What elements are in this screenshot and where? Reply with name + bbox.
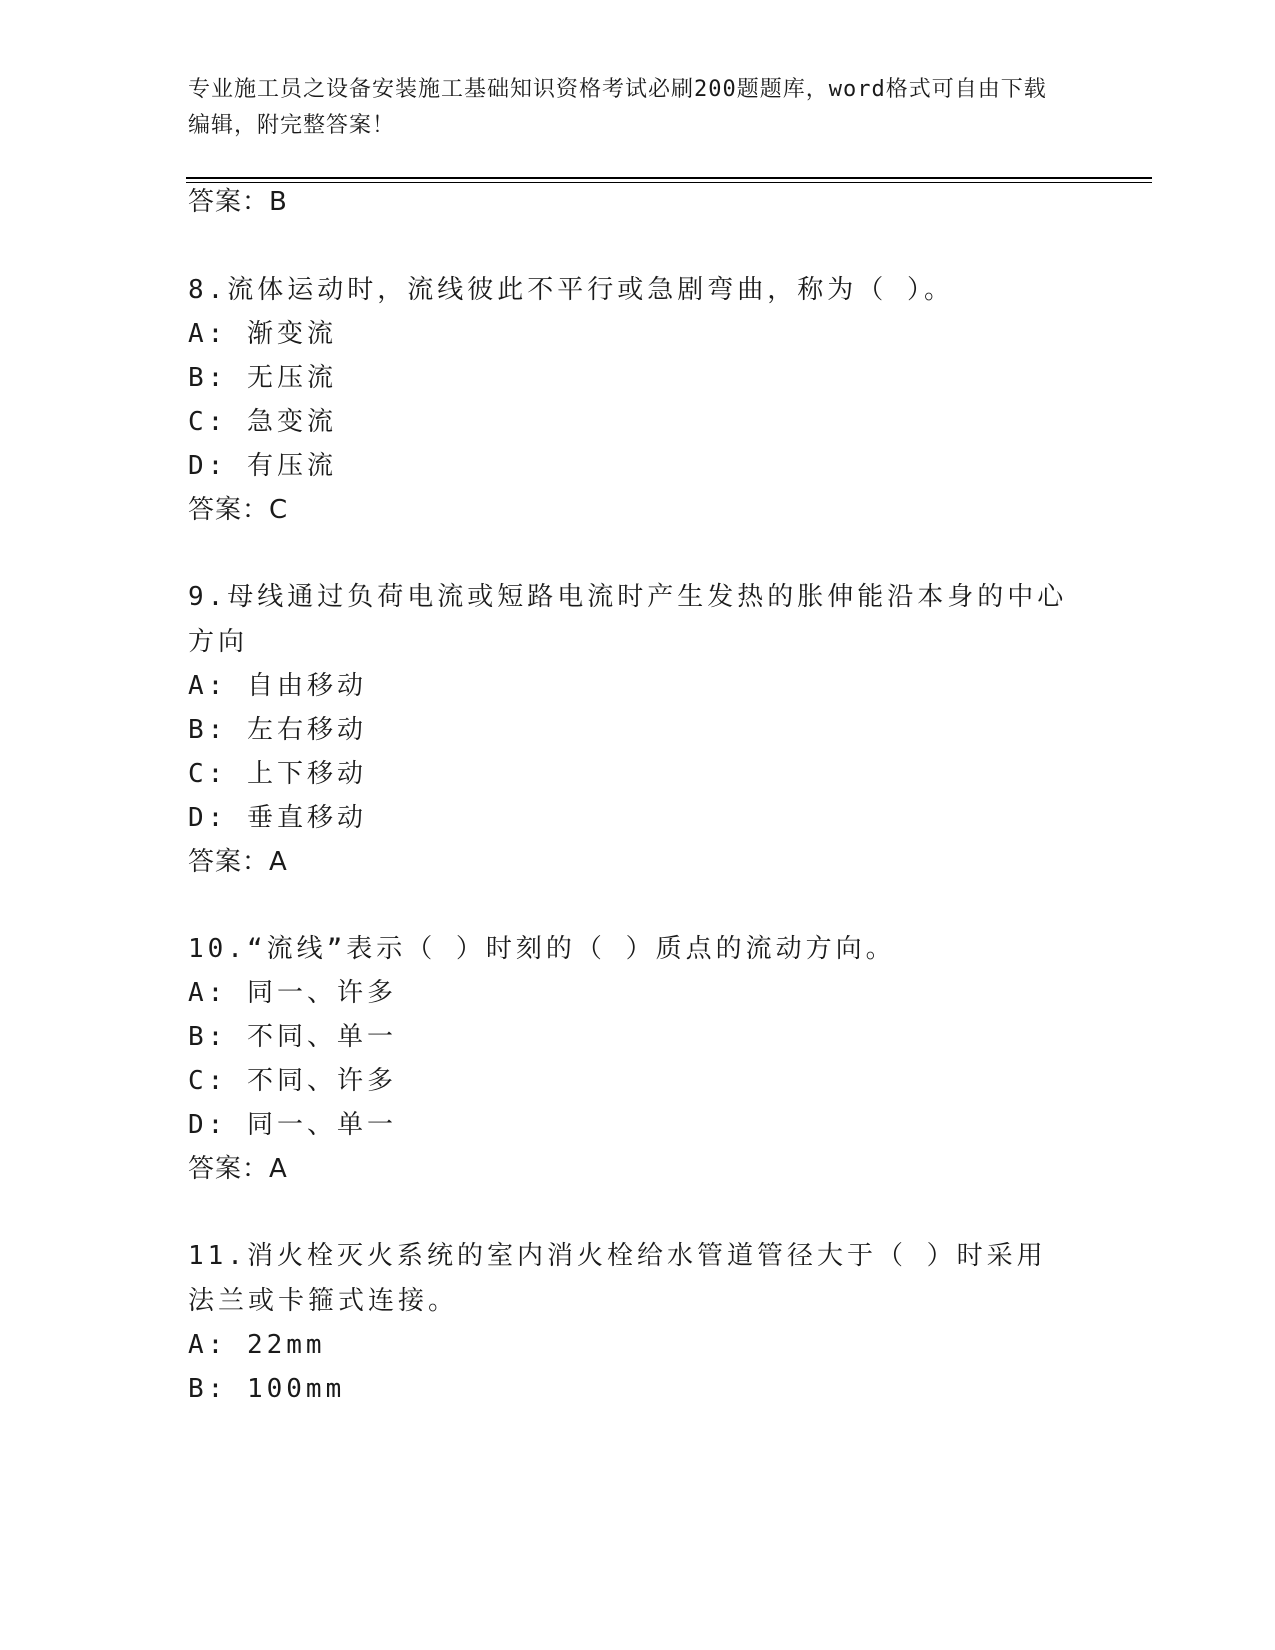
question-9-stem: 9.母线通过负荷电流或短路电流时产生发热的胀伸能沿本身的中心方向 [188, 582, 1068, 657]
header-rule-thin [186, 182, 1152, 183]
question-11-stem: 11.消火栓灭火系统的室内消火栓给水管道管径大于（ ）时采用法兰或卡箍式连接。 [188, 1241, 1047, 1316]
question-8-answer: 答案：C [188, 495, 289, 525]
question-9-answer: 答案：A [188, 847, 288, 877]
question-9-option-c: C: 上下移动 [188, 759, 367, 789]
question-10-stem: 10.“流线”表示（ ）时刻的（ ）质点的流动方向。 [188, 934, 896, 964]
question-11-option-b: B: 100mm [188, 1374, 346, 1404]
question-8-option-b: B: 无压流 [188, 363, 337, 393]
question-10-option-a: A: 同一、许多 [188, 978, 397, 1008]
question-10-option-d: D: 同一、单一 [188, 1110, 397, 1140]
question-10-option-b: B: 不同、单一 [188, 1022, 397, 1052]
question-8-option-c: C: 急变流 [188, 407, 337, 437]
question-8-option-d: D: 有压流 [188, 451, 337, 481]
previous-answer: 答案：B [188, 187, 288, 217]
question-9-option-d: D: 垂直移动 [188, 803, 367, 833]
question-10-answer: 答案：A [188, 1154, 288, 1184]
question-10-option-c: C: 不同、许多 [188, 1066, 397, 1096]
question-8-stem: 8.流体运动时，流线彼此不平行或急剧弯曲，称为（ ）。 [188, 275, 954, 305]
question-11-option-a: A: 22mm [188, 1330, 326, 1360]
header-rule-thick [186, 177, 1152, 179]
document-header: 专业施工员之设备安装施工基础知识资格考试必刷200题题库，word格式可自由下载编辑，附完整答案！ [188, 77, 1047, 138]
question-8-option-a: A: 渐变流 [188, 319, 337, 349]
question-9-option-a: A: 自由移动 [188, 671, 367, 701]
question-9-option-b: B: 左右移动 [188, 715, 367, 745]
